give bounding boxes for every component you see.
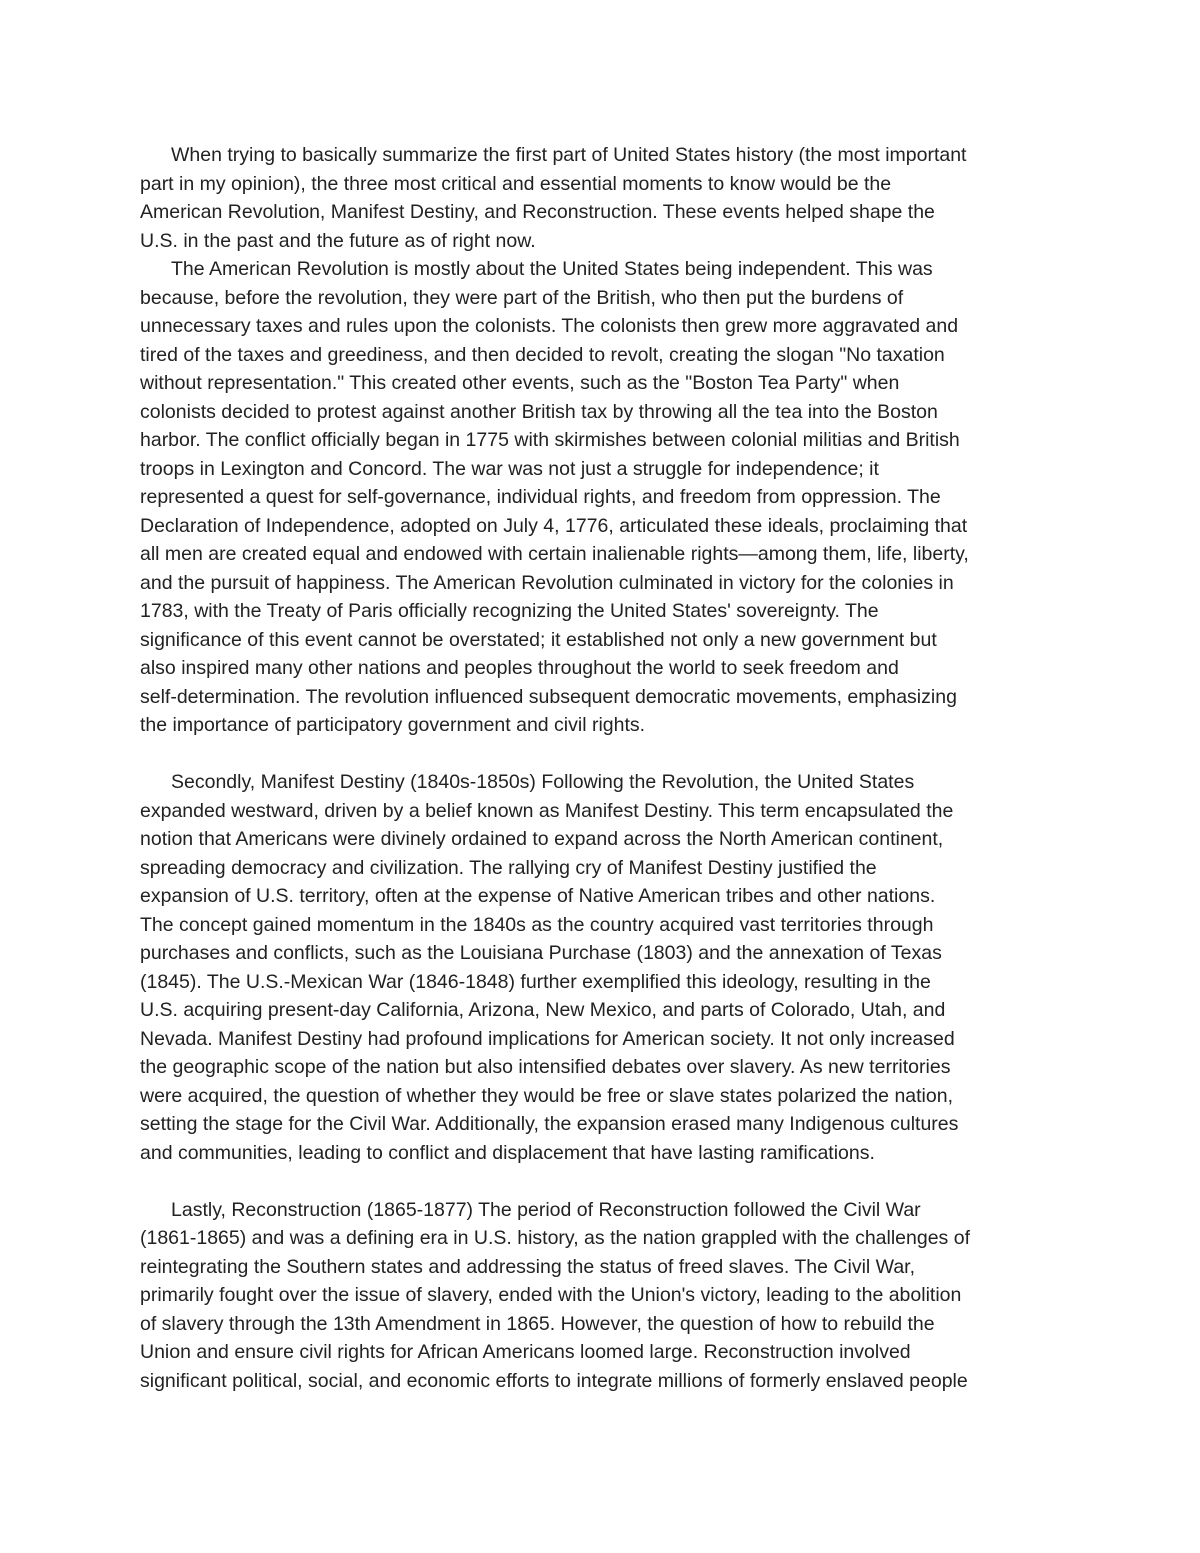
line: (1861-1865) and was a defining era in U.S. history, as the nation grappled with the challenges of: [140, 1227, 970, 1249]
paragraph-spacer: [140, 1167, 1062, 1196]
line: part in my opinion), the three most critical and essential moments to know would be the: [140, 172, 892, 195]
line: of slavery through the 13th Amendment in 1865. However, the question of how to rebuild the: [140, 1312, 935, 1335]
line: harbor. The conflict officially began in 1775 with skirmishes between colonial militias and British: [140, 429, 960, 451]
line: also inspired many other nations and peoples throughout the world to seek freedom and: [140, 657, 899, 679]
line: because, before the revolution, they were part of the British, who then put the burdens of: [140, 286, 904, 309]
line: Union and ensure civil rights for African Americans loomed large. Reconstruction involved: [140, 1341, 911, 1363]
line: without representation." This created other events, such as the "Boston Tea Party" when: [140, 372, 900, 394]
line: the importance of participatory government and civil rights.: [140, 714, 646, 736]
line: The American Revolution is mostly about the United States being independent. This was: [171, 258, 933, 280]
line: Lastly, Reconstruction (1865-1877) The period of Reconstruction followed the Civil War: [171, 1198, 921, 1221]
line: U.S. in the past and the future as of right now.: [140, 229, 536, 252]
line: tired of the taxes and greediness, and then decided to revolt, creating the slogan "No taxation: [140, 343, 945, 366]
line: represented a quest for self-governance, individual rights, and freedom from oppression. The: [140, 486, 941, 508]
paragraph-spacer: [140, 740, 1062, 769]
line: Nevada. Manifest Destiny had profound implications for American society. It not only increased: [140, 1027, 955, 1050]
line: the geographic scope of the nation but also intensified debates over slavery. As new territories: [140, 1056, 951, 1078]
paragraph-reconstruction: [140, 1196, 1062, 1396]
line: unnecessary taxes and rules upon the colonists. The colonists then grew more aggravated and: [140, 315, 959, 337]
line: reintegrating the Southern states and addressing the status of freed slaves. The Civil War,: [140, 1255, 916, 1278]
line: The concept gained momentum in the 1840s as the country acquired vast territories through: [140, 913, 934, 936]
line: purchases and conflicts, such as the Louisiana Purchase (1803) and the annexation of Texas: [140, 942, 942, 964]
line: were acquired, the question of whether they would be free or slave states polarized the nation,: [140, 1084, 953, 1107]
line: troops in Lexington and Concord. The war was not just a struggle for independence; it: [140, 457, 879, 480]
line: U.S. acquiring present-day California, Arizona, New Mexico, and parts of Colorado, Utah, and: [140, 999, 946, 1021]
line: notion that Americans were divinely ordained to expand across the North American continent,: [140, 828, 944, 850]
line: (1845). The U.S.-Mexican War (1846-1848) further exemplified this ideology, resulting in the: [140, 970, 931, 993]
line: Declaration of Independence, adopted on July 4, 1776, articulated these ideals, proclaiming that: [140, 514, 968, 537]
line: and the pursuit of happiness. The American Revolution culminated in victory for the colonies in: [140, 571, 954, 594]
line: 1783, with the Treaty of Paris officially recognizing the United States' sovereignty. The: [140, 600, 879, 622]
line: significance of this event cannot be overstated; it established not only a new government but: [140, 628, 937, 651]
essay-body: [140, 141, 1062, 1395]
line: and communities, leading to conflict and displacement that have lasting ramifications.: [140, 1141, 875, 1164]
line: American Revolution, Manifest Destiny, and Reconstruction. These events helped shape the: [140, 201, 935, 223]
line: expansion of U.S. territory, often at the expense of Native American tribes and other nations.: [140, 885, 936, 907]
line: significant political, social, and economic efforts to integrate millions of formerly enslaved people: [140, 1369, 968, 1392]
line: colonists decided to protest against another British tax by throwing all the tea into the Boston: [140, 400, 938, 423]
paragraph-intro: [140, 141, 1062, 255]
paragraph-american-revolution: [140, 255, 1062, 740]
line: setting the stage for the Civil War. Additionally, the expansion erased many Indigenous cultures: [140, 1113, 959, 1135]
line: self-determination. The revolution influenced subsequent democratic movements, emphasizing: [140, 685, 957, 708]
paragraph-manifest-destiny: [140, 768, 1062, 1167]
line: Secondly, Manifest Destiny (1840s-1850s) Following the Revolution, the United States: [171, 771, 915, 793]
line: primarily fought over the issue of slavery, ended with the Union's victory, leading to the abolition: [140, 1284, 962, 1306]
line: spreading democracy and civilization. The rallying cry of Manifest Destiny justified the: [140, 856, 877, 879]
line: expanded westward, driven by a belief known as Manifest Destiny. This term encapsulated the: [140, 799, 954, 822]
line: When trying to basically summarize the first part of United States history (the most important: [171, 144, 967, 166]
line: all men are created equal and endowed with certain inalienable rights—among them, life, liberty,: [140, 543, 969, 565]
